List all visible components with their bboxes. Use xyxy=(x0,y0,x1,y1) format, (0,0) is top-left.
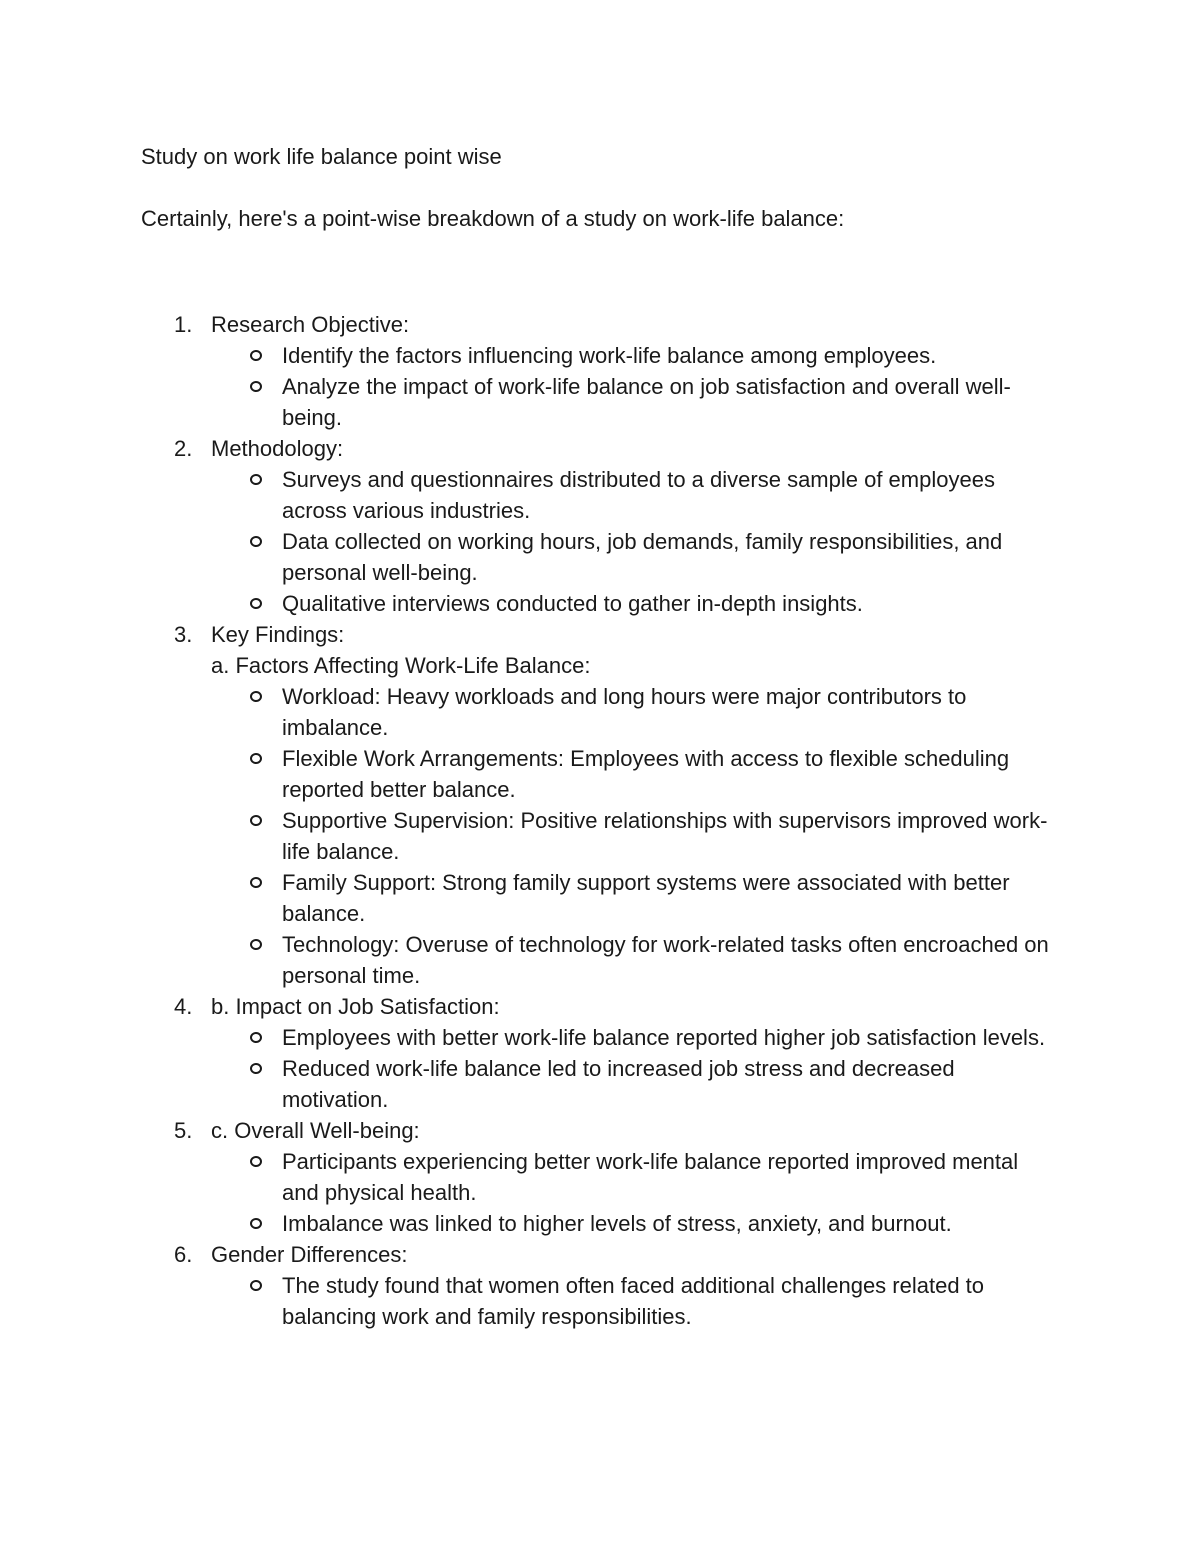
list-item-well-being xyxy=(0,1115,1071,1239)
hollow-circle-bullet-icon xyxy=(250,877,262,888)
hollow-circle-bullet-icon xyxy=(250,815,262,826)
bullet-text: The study found that women often faced additional challenges related to balancing work and family responsibilities. xyxy=(282,1273,985,1329)
bullet-item xyxy=(211,1022,1057,1053)
hollow-circle-bullet-icon xyxy=(250,381,262,392)
hollow-circle-bullet-icon xyxy=(250,598,262,609)
bullet-item xyxy=(211,1208,1057,1239)
item-number: 1. xyxy=(174,312,193,337)
numbered-list xyxy=(0,309,1200,1332)
bullet-text: Analyze the impact of work-life balance on job satisfaction and overall well-being. xyxy=(282,374,1011,430)
bullet-item xyxy=(211,526,1057,588)
bullet-item xyxy=(211,867,1057,929)
bullet-item xyxy=(211,681,1057,743)
bullet-item xyxy=(211,929,1057,991)
bullet-list xyxy=(211,1270,1071,1332)
hollow-circle-bullet-icon xyxy=(250,536,262,547)
bullet-text: Surveys and questionnaires distributed to a diverse sample of employees across various industries. xyxy=(282,467,995,523)
list-item-research-objective xyxy=(0,309,1071,433)
hollow-circle-bullet-icon xyxy=(250,1218,262,1229)
bullet-text: Imbalance was linked to higher levels of stress, anxiety, and burnout. xyxy=(282,1211,952,1236)
bullet-list xyxy=(211,340,1071,433)
bullet-list xyxy=(211,1146,1071,1239)
item-heading: Methodology: xyxy=(211,436,344,461)
bullet-list xyxy=(211,681,1071,991)
bullet-item xyxy=(211,743,1057,805)
hollow-circle-bullet-icon xyxy=(250,1063,262,1074)
item-heading: Research Objective: xyxy=(211,312,410,337)
bullet-text: Technology: Overuse of technology for work-related tasks often encroached on personal time. xyxy=(282,932,1049,988)
hollow-circle-bullet-icon xyxy=(250,1032,262,1043)
item-number: 3. xyxy=(174,622,193,647)
bullet-list xyxy=(211,464,1071,619)
item-number: 6. xyxy=(174,1242,193,1267)
list-item-job-satisfaction xyxy=(0,991,1071,1115)
hollow-circle-bullet-icon xyxy=(250,1156,262,1167)
intro-paragraph: Certainly, here's a point-wise breakdown of a study on work-life balance: xyxy=(141,206,845,231)
bullet-item xyxy=(211,1053,1057,1115)
item-number: 2. xyxy=(174,436,193,461)
hollow-circle-bullet-icon xyxy=(250,939,262,950)
bullet-text: Workload: Heavy workloads and long hours were major contributors to imbalance. xyxy=(282,684,967,740)
item-number: 5. xyxy=(174,1118,193,1143)
item-heading: b. Impact on Job Satisfaction: xyxy=(211,994,500,1019)
list-item-key-findings xyxy=(0,619,1071,991)
sub-heading: a. Factors Affecting Work-Life Balance: xyxy=(211,653,591,678)
hollow-circle-bullet-icon xyxy=(250,753,262,764)
list-item-methodology xyxy=(0,433,1071,619)
bullet-text: Family Support: Strong family support systems were associated with better balance. xyxy=(282,870,1010,926)
hollow-circle-bullet-icon xyxy=(250,474,262,485)
bullet-text: Flexible Work Arrangements: Employees with access to flexible scheduling reported better balance. xyxy=(282,746,1010,802)
bullet-item xyxy=(211,340,1057,371)
bullet-item xyxy=(211,1146,1057,1208)
item-heading: Gender Differences: xyxy=(211,1242,408,1267)
bullet-text: Participants experiencing better work-life balance reported improved mental and physical health. xyxy=(282,1149,1019,1205)
bullet-item xyxy=(211,805,1057,867)
bullet-item xyxy=(211,464,1057,526)
item-heading: Key Findings: xyxy=(211,622,345,647)
bullet-text: Employees with better work-life balance reported higher job satisfaction levels. xyxy=(282,1025,1046,1050)
bullet-list xyxy=(211,1022,1071,1115)
bullet-item xyxy=(211,1270,1057,1332)
hollow-circle-bullet-icon xyxy=(250,1280,262,1291)
hollow-circle-bullet-icon xyxy=(250,691,262,702)
bullet-item xyxy=(211,371,1057,433)
item-number: 4. xyxy=(174,994,193,1019)
bullet-text: Data collected on working hours, job demands, family responsibilities, and personal well-being. xyxy=(282,529,1003,585)
bullet-text: Supportive Supervision: Positive relationships with supervisors improved work-life balance. xyxy=(282,808,1048,864)
bullet-text: Qualitative interviews conducted to gather in-depth insights. xyxy=(282,591,863,616)
hollow-circle-bullet-icon xyxy=(250,350,262,361)
list-item-gender-differences xyxy=(0,1239,1071,1332)
bullet-item xyxy=(211,588,1057,619)
document-title: Study on work life balance point wise xyxy=(141,144,502,169)
bullet-text: Reduced work-life balance led to increased job stress and decreased motivation. xyxy=(282,1056,955,1112)
bullet-text: Identify the factors influencing work-life balance among employees. xyxy=(282,343,937,368)
item-heading: c. Overall Well-being: xyxy=(211,1118,420,1143)
